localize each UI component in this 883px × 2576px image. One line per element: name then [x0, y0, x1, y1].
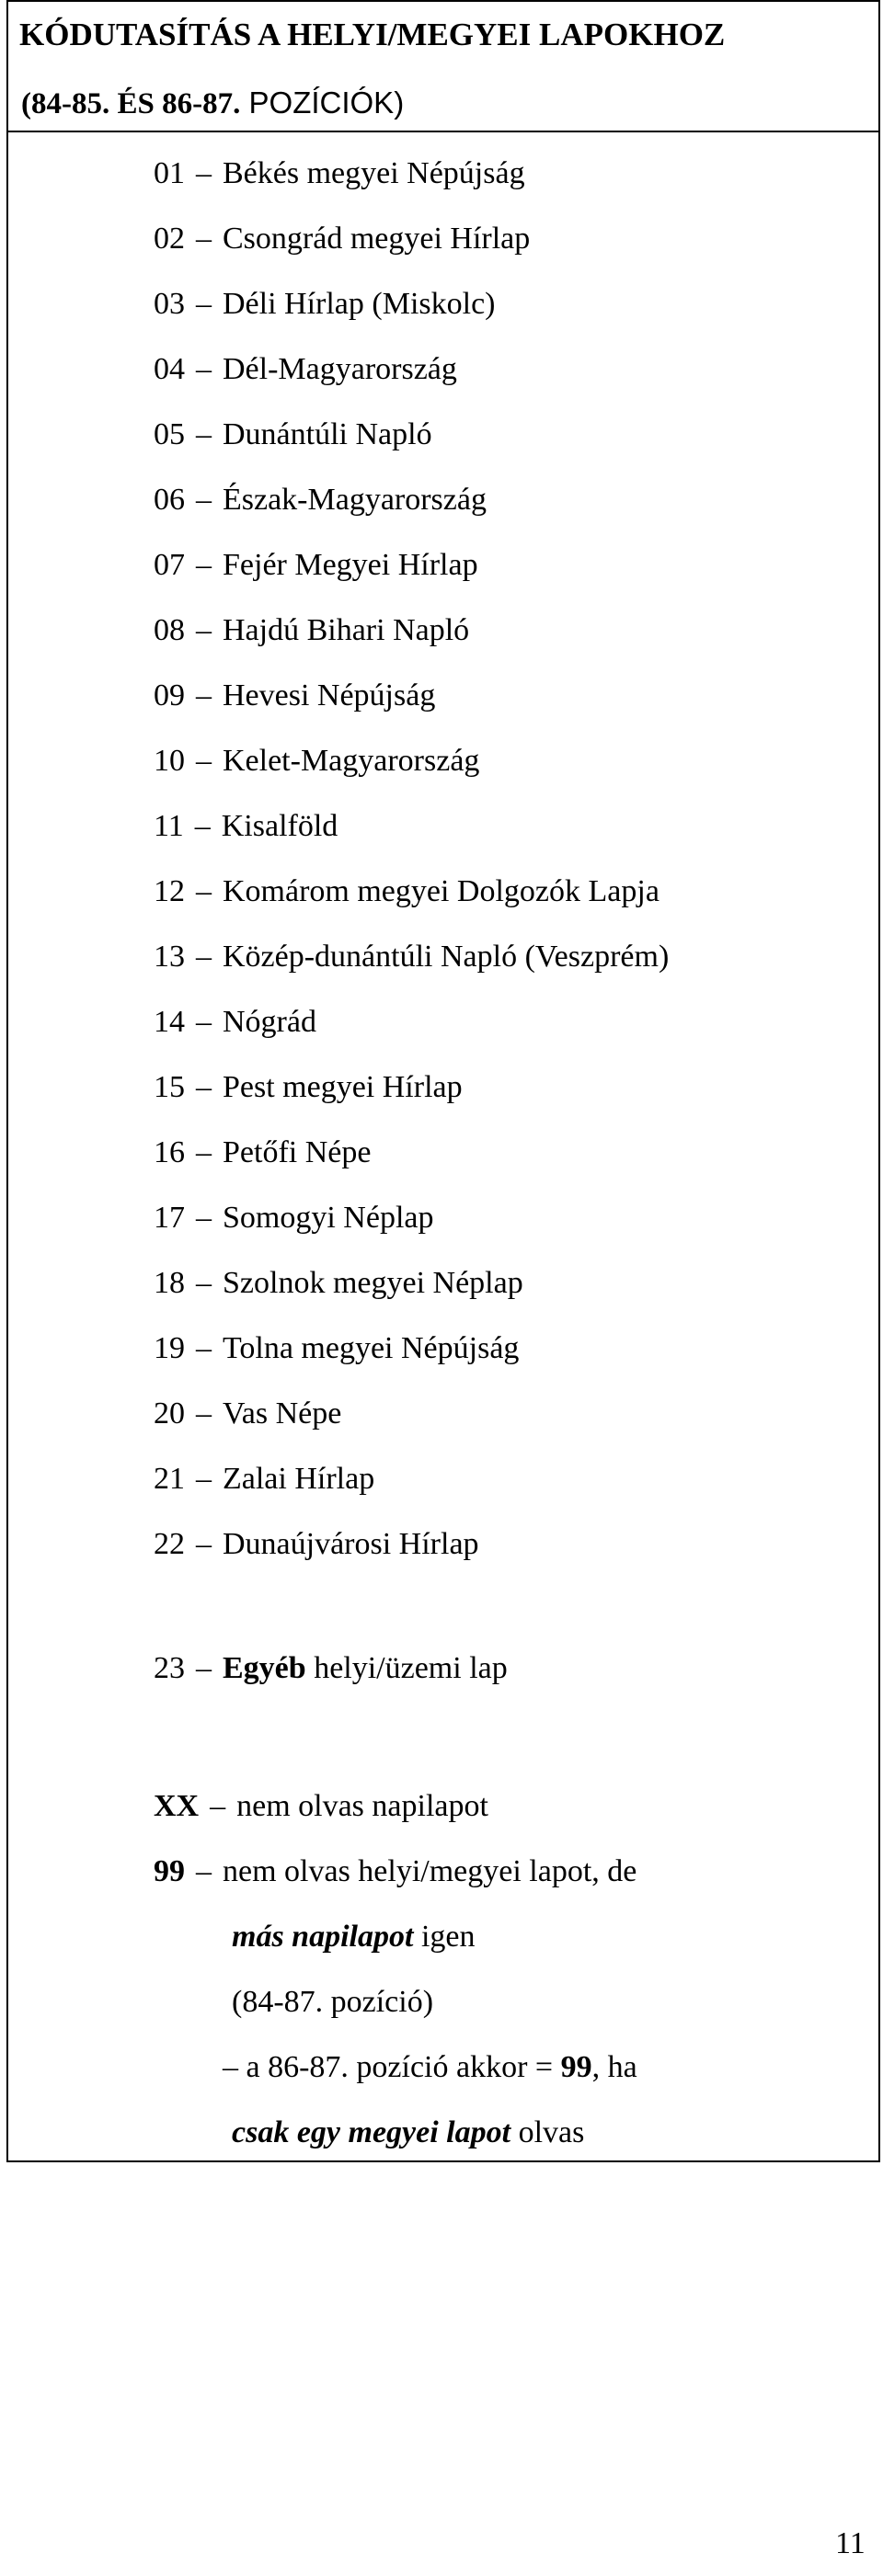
other-bold-word: Egyéb — [223, 1651, 306, 1685]
dash: – — [196, 1331, 212, 1365]
newspaper-name: Tolna megyei Népújság — [223, 1331, 520, 1365]
note-line-5 — [232, 2117, 584, 2149]
dash: – — [196, 744, 212, 778]
dash: – — [196, 156, 212, 190]
dash: – — [196, 678, 212, 712]
newspaper-name: Vas Népe — [223, 1396, 342, 1430]
code-list-item — [154, 680, 435, 712]
newspaper-name: Dunántúli Napló — [223, 417, 432, 451]
code-number: 14 — [154, 1005, 185, 1039]
code-list-item — [154, 1333, 519, 1364]
dash: – — [210, 1789, 226, 1823]
code-number: 21 — [154, 1462, 185, 1496]
subtitle-positions: (84-85. ÉS 86-87. — [21, 87, 241, 120]
code-number: 15 — [154, 1070, 185, 1104]
code-number: 04 — [154, 352, 185, 386]
note-line-2 — [232, 1921, 475, 1953]
page-title: KÓDUTASÍTÁS A HELYI/MEGYEI LAPOKHOZ — [19, 17, 726, 52]
other-rest: helyi/üzemi lap — [305, 1651, 508, 1685]
code-number: 05 — [154, 417, 185, 451]
code-number: 01 — [154, 156, 185, 190]
newspaper-name: Déli Hírlap (Miskolc) — [223, 287, 496, 321]
code-list-item — [154, 223, 530, 255]
note-text: – a 86-87. pozíció akkor = — [223, 2050, 561, 2084]
newspaper-name: Somogyi Néplap — [223, 1201, 434, 1235]
newspaper-name: Zalai Hírlap — [223, 1462, 375, 1496]
dash: – — [196, 1651, 212, 1685]
code-number: 09 — [154, 678, 185, 712]
note-text: olvas — [510, 2115, 585, 2149]
dash: – — [196, 548, 212, 582]
dash: – — [196, 1070, 212, 1104]
code-list-item — [154, 615, 469, 646]
code-number: 99 — [154, 1854, 185, 1888]
newspaper-name: Petőfi Népe — [223, 1135, 372, 1169]
newspaper-name: Fejér Megyei Hírlap — [223, 548, 478, 582]
code-list-item — [154, 419, 432, 450]
code-line-other — [154, 1653, 508, 1684]
note-bold-code: 99 — [560, 2050, 592, 2084]
code-number: 13 — [154, 940, 185, 974]
code-list-item — [154, 1137, 371, 1168]
code-list-item — [154, 550, 478, 581]
dash: – — [196, 1266, 212, 1300]
newspaper-name: Pest megyei Hírlap — [223, 1070, 463, 1104]
code-number: 18 — [154, 1266, 185, 1300]
page-subtitle — [21, 87, 404, 120]
newspaper-name: Kelet-Magyarország — [223, 744, 480, 778]
code-table-frame — [6, 0, 880, 2162]
xx-text: nem olvas napilapot — [236, 1789, 488, 1823]
newspaper-name: Kisalföld — [221, 809, 338, 843]
code-number: 07 — [154, 548, 185, 582]
code-list-item — [154, 354, 457, 385]
code-number: 23 — [154, 1651, 185, 1685]
newspaper-name: Komárom megyei Dolgozók Lapja — [223, 874, 659, 908]
newspaper-name: Dél-Magyarország — [223, 352, 457, 386]
code-list-item — [154, 1007, 316, 1038]
newspaper-name: Csongrád megyei Hírlap — [223, 222, 531, 256]
code-number: XX — [154, 1789, 200, 1823]
code-list-item — [154, 289, 496, 320]
dash: – — [196, 874, 212, 908]
code-list-item — [154, 158, 525, 189]
dash: – — [196, 1462, 212, 1496]
code-number: 16 — [154, 1135, 185, 1169]
table-header — [8, 2, 878, 132]
dash: – — [196, 1854, 212, 1888]
dash: – — [196, 352, 212, 386]
code-line-xx — [154, 1791, 488, 1822]
note-line-4 — [223, 2052, 637, 2083]
code-number: 17 — [154, 1201, 185, 1235]
note-text: igen — [413, 1920, 476, 1954]
code-list-item — [154, 746, 479, 777]
newspaper-name: Szolnok megyei Néplap — [223, 1266, 523, 1300]
dash: – — [196, 483, 212, 517]
dash: – — [196, 222, 212, 256]
newspaper-name: Hevesi Népújság — [223, 678, 436, 712]
code-list-item — [154, 1268, 523, 1299]
note-emphasis: csak egy megyei lapot — [232, 2115, 511, 2149]
code-number: 11 — [154, 809, 184, 843]
code-number: 02 — [154, 222, 185, 256]
code-list-item — [154, 811, 338, 842]
dash: – — [196, 1396, 212, 1430]
code-list-item — [154, 1072, 463, 1103]
newspaper-name: Dunaújvárosi Hírlap — [223, 1527, 479, 1561]
nn-text: nem olvas helyi/megyei lapot, de — [223, 1854, 637, 1888]
code-list-item — [154, 1203, 433, 1234]
code-list-item — [154, 484, 487, 516]
subtitle-label: POZÍCIÓK) — [240, 85, 405, 120]
code-list-item — [154, 1464, 374, 1495]
dash: – — [196, 1527, 212, 1561]
newspaper-name: Hajdú Bihari Napló — [223, 613, 470, 647]
code-list-item — [154, 941, 669, 973]
note-text-end: , ha — [591, 2050, 637, 2084]
code-number: 06 — [154, 483, 185, 517]
note-emphasis: más napilapot — [232, 1920, 414, 1954]
code-list-item — [154, 1529, 479, 1560]
newspaper-name: Nógrád — [223, 1005, 316, 1039]
dash: – — [196, 1135, 212, 1169]
code-number: 08 — [154, 613, 185, 647]
code-number: 20 — [154, 1396, 185, 1430]
code-line-99 — [154, 1856, 636, 1887]
newspaper-name: Közép-dunántúli Napló (Veszprém) — [223, 940, 670, 974]
dash: – — [196, 417, 212, 451]
code-number: 12 — [154, 874, 185, 908]
newspaper-name: Észak-Magyarország — [223, 483, 487, 517]
code-number: 03 — [154, 287, 185, 321]
page-number: 11 — [835, 2526, 866, 2560]
code-list-item — [154, 1398, 341, 1430]
dash: – — [196, 940, 212, 974]
code-number: 19 — [154, 1331, 185, 1365]
code-number: 22 — [154, 1527, 185, 1561]
newspaper-name: Békés megyei Népújság — [223, 156, 525, 190]
note-line-3: (84-87. pozíció) — [232, 1985, 434, 2019]
code-number: 10 — [154, 744, 185, 778]
dash: – — [196, 1201, 212, 1235]
code-list-item — [154, 876, 659, 907]
dash: – — [194, 809, 211, 843]
dash: – — [196, 613, 212, 647]
dash: – — [196, 1005, 212, 1039]
dash: – — [196, 287, 212, 321]
